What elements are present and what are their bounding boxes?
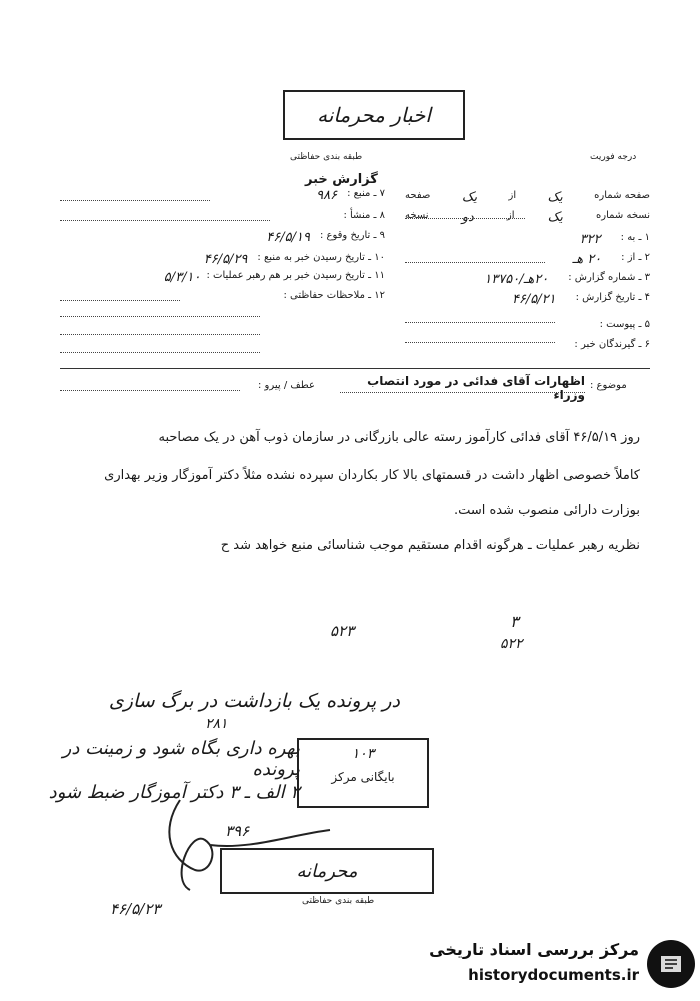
report-title: گزارش خبر (305, 172, 378, 187)
bottom-stamp-text: محرمانه (296, 860, 358, 882)
urgency-label: درجه فوریت (590, 152, 637, 162)
subject-label: موضوع : (590, 380, 627, 391)
dotted-line (60, 334, 260, 335)
dotted-line (60, 300, 180, 301)
top-stamp-text: اخبار محرمانه (317, 103, 431, 127)
field-from: ۲ ـ از : ۲۰ هـ (572, 252, 650, 267)
handwritten-date: ۴۶/۵/۲۳ (110, 900, 161, 918)
dotted-line (340, 392, 585, 393)
field-origin: ۸ ـ منشأ : (343, 210, 385, 221)
handwritten-note-4: ۲ الف ـ ۳ دکتر آموزگار ضبط شود (48, 782, 300, 803)
handwritten-note-3: بهره داری بگاه شود و زمینت در پرونده (62, 738, 300, 780)
code-left: ۵۲۳ (330, 622, 355, 640)
top-classification-stamp (283, 90, 465, 140)
footer-watermark (410, 938, 695, 993)
dotted-line (405, 342, 555, 343)
field-to: ۱ ـ به : ۳۲۲ (579, 232, 650, 247)
dotted-line (405, 262, 545, 263)
body-line-1: روز ۴۶/۵/۱۹ آقای فدائی کارآموز رسته عالی بازرگانی در سازمان ذوب آهن در یک مصاحبه (158, 430, 640, 445)
field-date-received-source: ۱۰ ـ تاریخ رسیدن خبر به منبع : ۴۶/۵/۲۹ (203, 252, 385, 267)
classification-label: طبقه بندی حفاظتی (290, 152, 363, 162)
field-report-date: ۴ ـ تاریخ گزارش : ۴۶/۵/۲۱ (511, 292, 650, 307)
body-line-2: کاملاً خصوصی اظهار داشت در قسمتهای بالا کار بکاردان سپرده نشده مثلاً دکتر آموزگار وزیر بهداری (104, 468, 640, 483)
field-page-number: صفحه شماره یک از یک صفحه (405, 190, 650, 205)
dotted-line (60, 352, 260, 353)
archive-stamp-number: ۱۰۳ (351, 746, 375, 762)
handwritten-note-2: ۲۸۱ (205, 716, 228, 732)
code-right: ۳ (510, 612, 519, 631)
archive-stamp-text: بایگانی مرکز (331, 770, 395, 784)
dotted-line (60, 390, 240, 391)
bottom-classification-label: طبقه بندی حفاظتی (302, 896, 375, 906)
code-right-sub: ۵۲۲ (500, 636, 523, 652)
field-recipients: ۶ ـ گیرندگان خبر : (574, 339, 650, 350)
org-logo-icon (647, 940, 695, 988)
field-security-notes: ۱۲ ـ ملاحظات حفاظتی : (283, 290, 385, 301)
reference-label: عطف / پیرو : (258, 380, 315, 391)
dotted-line (60, 316, 260, 317)
field-report-number: ۳ ـ شماره گزارش : ۲۰هـ/۱۳۷۵۰ (484, 272, 650, 287)
dotted-line (405, 218, 525, 219)
subject-text: اظهارات آقای فدائی در مورد انتصاب وزراء (367, 374, 585, 402)
org-url[interactable]: historydocuments.ir (468, 966, 639, 984)
dotted-line (405, 322, 555, 323)
dotted-line (60, 220, 270, 221)
body-line-4: نظریه رهبر عملیات ـ هرگونه اقدام مستقیم موجب شناسائی منبع خواهد شد ح (220, 538, 640, 553)
field-attachment: ۵ ـ پیوست : (599, 319, 650, 330)
divider (60, 368, 650, 369)
field-source: ۷ ـ منبع : ۹۸۶ (316, 188, 385, 203)
handwritten-note-5: ۳۹۶ (225, 822, 250, 840)
field-event-date: ۹ ـ تاریخ وقوع : ۴۶/۵/۱۹ (266, 230, 385, 245)
field-date-received-leader: ۱۱ ـ تاریخ رسیدن خبر بر هم رهبر عملیات : ۵/۳/۱۰ (163, 270, 385, 285)
org-name: مرکز بررسی اسناد تاریخی (429, 940, 639, 959)
field-copy-number: نسخه شماره یک از دو نسخه (405, 210, 650, 225)
dotted-line (60, 200, 210, 201)
body-line-3: بوزارت دارائی منصوب شده است. (453, 503, 640, 518)
bottom-classification-stamp (220, 848, 434, 894)
handwritten-note-1: در پرونده یک بازداشت در برگ سازی (108, 690, 400, 712)
